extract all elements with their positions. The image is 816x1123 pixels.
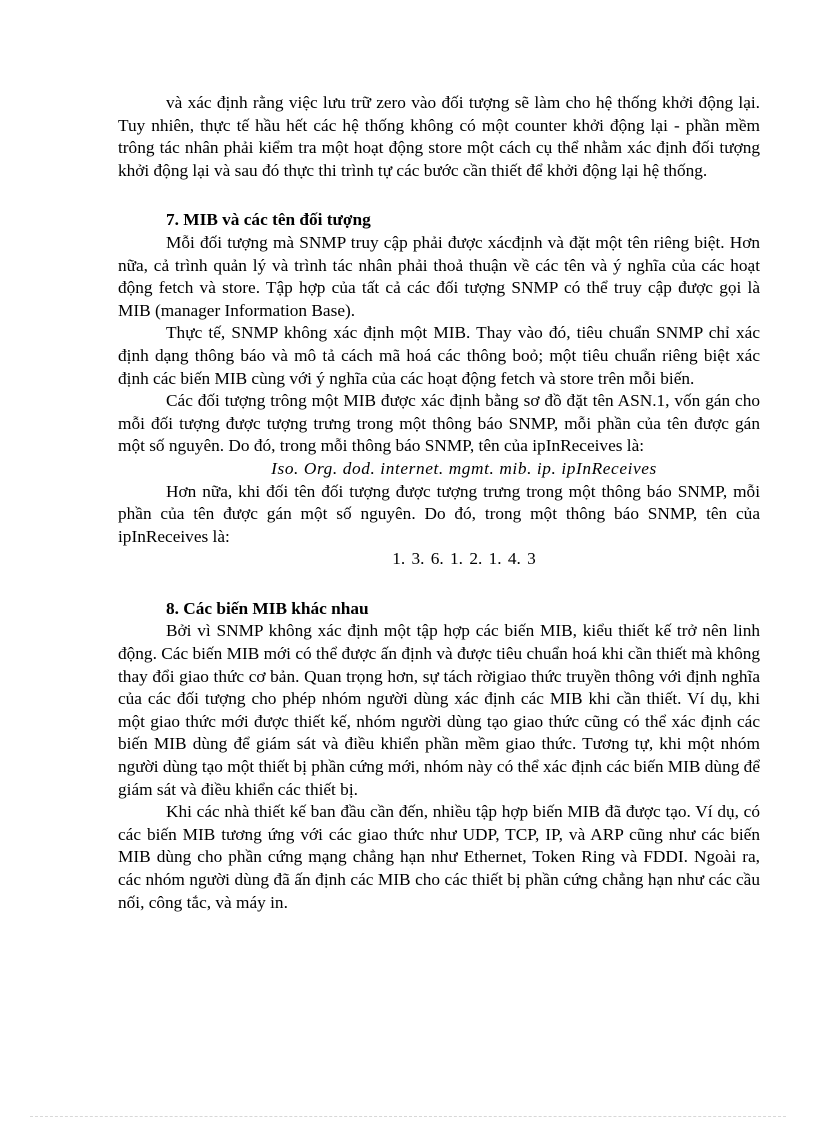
document-body [118, 92, 760, 914]
section-7-heading: 7. MIB và các tên đối tượng [166, 210, 371, 230]
section-7-paragraph-2: Thực tế, SNMP không xác định một MIB. Thay vào đó, tiêu chuẩn SNMP chỉ xác định dạng thông báo và mô tả cách mã hoá các thông boỏ; một tiêu chuẩn riêng biệt xác định các biến MIB cùng với ý nghĩa của các hoạt động fetch và store trên mỗi biến. [118, 323, 760, 388]
page-bottom-rule [30, 1116, 786, 1117]
intro-paragraph: và xác định rằng việc lưu trữ zero vào đối tượng sẽ làm cho hệ thống khởi động lại. Tuy nhiên, thực tế hầu hết các hệ thống không có một counter khởi động lại - phần mềm trông tác nhân phải kiểm tra một hoạt động store một cách cụ thể nhằm xác định đối tượng khởi động lại và sau đó thực thi trình tự các bước cần thiết để khởi động lại hệ thống. [118, 93, 760, 180]
section-7-paragraph-1: Mỗi đối tượng mà SNMP truy cập phải được xácđịnh và đặt một tên riêng biệt. Hơn nữa, cả trình quản lý và trình tác nhân phải thoả thuận về các tên và ý nghĩa của các hoạt động fetch và store. Tập hợp của tất cả các đối tượng SNMP có thể truy cập được gọi là MIB (manager Information Base). [118, 232, 760, 320]
object-id-numbers: 1. 3. 6. 1. 2. 1. 4. 3 [392, 549, 536, 569]
section-8-heading: 8. Các biến MIB khác nhau [166, 598, 369, 618]
spacer [118, 571, 760, 598]
section-7-paragraph-4: Hơn nữa, khi đối tên đối tượng được tượng trưng trong một thông báo SNMP, mỗi phần của tên được gán một số nguyên. Do đó, trong một thông báo SNMP, tên của ipInReceives là: [118, 481, 760, 546]
section-8-paragraph-1: Bởi vì SNMP không xác định một tập hợp các biến MIB, kiểu thiết kế trở nên linh động. Các biến MIB mới có thể được ấn định và được tiêu chuẩn hoá khi cần thiết mà không thay đổi giao thức cơ bản. Quan trọng hơn, sự tách rờigiao thức truyền thông với định nghĩa của các đối tượng cho phép nhóm người dùng xác định các MIB khi cần thiết. Ví dụ, khi một giao thức mới được thiết kế, nhóm người dùng tạo giao thức cũng có thể xác định các biến MIB dùng để giám sát và điều khiển phần mềm giao thức. Tương tự, khi một nhóm người dùng tạo một thiết bị phần cứng mới, nhóm này có thể xác định các biến MIB dùng để giám sát và điều khiển các thiết bị. [118, 621, 760, 799]
section-8-paragraph-2: Khi các nhà thiết kế ban đầu cần đến, nhiều tập hợp biến MIB đã được tạo. Ví dụ, có các biến MIB tương ứng với các giao thức như UDP, TCP, IP, và ARP cũng như các biến MIB dùng cho phần cứng mạng chẳng hạn như Ethernet, Token Ring và FDDI. Ngoài ra, các nhóm người dùng đã ấn định các MIB cho các thiết bị phần cứng chẳng hạn như các cầu nối, công tắc, và máy in. [118, 802, 760, 912]
section-7-paragraph-3: Các đối tượng trông một MIB được xác định bằng sơ đồ đặt tên ASN.1, vốn gán cho mỗi đối tượng được tượng trưng trong một thông báo SNMP, mỗi phần của tên được gán một số nguyên. Do đó, trong mỗi thông báo SNMP, tên của ipInReceives là: [118, 391, 760, 456]
object-name-formula: Iso. Org. dod. internet. mgmt. mib. ip. ipInReceives [271, 458, 657, 478]
spacer [118, 182, 760, 209]
